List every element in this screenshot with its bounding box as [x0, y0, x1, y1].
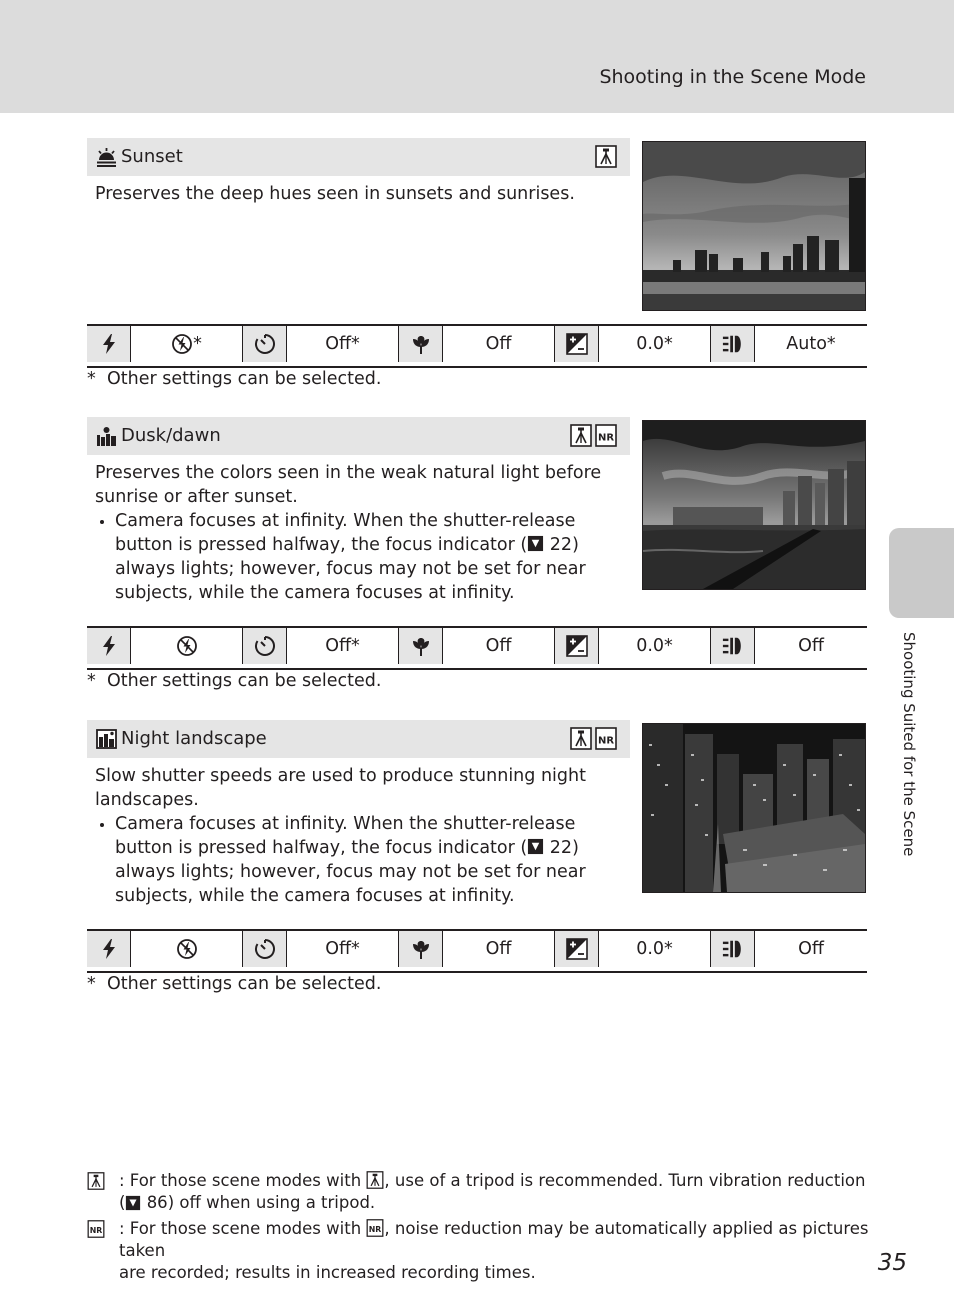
side-tab: [889, 528, 954, 618]
legend-text: are recorded; results in increased recording times.: [119, 1263, 536, 1282]
side-tab-label: Shooting Suited for the Scene: [900, 632, 918, 857]
reference-page: 86: [146, 1193, 168, 1212]
self-timer-value: Off*: [287, 628, 399, 664]
footnote-text: Other settings can be selected.: [107, 671, 382, 691]
legend-key: [87, 1220, 105, 1238]
legend-text: : For those scene modes with: [119, 1171, 367, 1190]
section-description: [95, 182, 625, 206]
flash-mode-cell: [87, 628, 131, 664]
icon-legend: [87, 1170, 877, 1284]
noise-reduction-icon: [595, 727, 617, 750]
self-timer-icon: [254, 938, 276, 960]
legend-key: [87, 1172, 105, 1190]
legend-tripod: [87, 1170, 877, 1214]
legend-text: : For those scene modes with: [119, 1219, 367, 1238]
footnote: [87, 974, 381, 994]
flash-value-cell: [131, 326, 243, 362]
self-timer-cell: [243, 628, 287, 664]
settings-table: [87, 929, 867, 973]
section-description: [95, 461, 625, 605]
bullet-item: [115, 509, 625, 605]
sunset-photo: [642, 141, 866, 311]
flash-icon: [98, 333, 120, 355]
exposure-compensation-icon: [566, 938, 588, 960]
macro-value: Off: [443, 931, 555, 967]
bullet-text: Camera focuses at infinity. When the shutter-release button is pressed halfway, the focus indicator (: [115, 511, 576, 555]
third-setting-cell: [711, 931, 755, 967]
legend-text: (: [119, 1193, 126, 1212]
flash-value-cell: [131, 628, 243, 664]
section-header: [87, 417, 630, 455]
flash-note: *: [193, 334, 202, 354]
exposure-cell: [555, 628, 599, 664]
section-sunset: [87, 138, 867, 398]
exposure-value: 0.0*: [599, 931, 711, 967]
third-setting-value: Auto*: [786, 334, 836, 354]
macro-value: Off: [443, 326, 555, 362]
self-timer-icon: [254, 333, 276, 355]
legend-text: ) off when using a tripod.: [167, 1193, 376, 1212]
flash-value-cell: [131, 931, 243, 967]
section-header: [87, 720, 630, 758]
section-badges: [570, 424, 617, 447]
page-header: [0, 0, 954, 113]
bullet-list: [95, 509, 625, 605]
flash-icon: [98, 938, 120, 960]
reference-icon: [527, 838, 544, 855]
section-title: Night landscape: [121, 728, 267, 749]
settings-table: [87, 324, 867, 368]
noise-reduction-icon: [87, 1220, 105, 1238]
section-description: [95, 764, 625, 908]
section-dusk-dawn: [87, 417, 867, 702]
section-header: [87, 138, 630, 176]
macro-icon: [410, 333, 432, 355]
tripod-icon: [595, 145, 617, 168]
macro-value: Off: [443, 628, 555, 664]
flash-mode-cell: [87, 326, 131, 362]
section-badges: [595, 145, 617, 168]
self-timer-value: Off*: [287, 326, 399, 362]
third-setting-value: Off: [798, 939, 824, 959]
exposure-cell: [555, 326, 599, 362]
footnote-marker: *: [87, 974, 96, 994]
macro-icon: [410, 635, 432, 657]
footnote: [87, 671, 381, 691]
flash-icon: [98, 635, 120, 657]
flash-off-icon: [176, 938, 198, 960]
description-text: Preserves the colors seen in the weak natural light before sunrise or after sunset.: [95, 463, 602, 507]
reference-icon: [125, 1195, 141, 1211]
exposure-value: 0.0*: [599, 326, 711, 362]
macro-cell: [399, 931, 443, 967]
macro-cell: [399, 326, 443, 362]
self-timer-cell: [243, 931, 287, 967]
legend-text: , use of a tripod is recommended. Turn vibration reduction: [384, 1171, 866, 1190]
third-setting-cell: [711, 326, 755, 362]
macro-icon: [410, 938, 432, 960]
legend-text: , noise reduction may be automatically applied as pictures taken: [119, 1219, 869, 1260]
exposure-cell: [555, 931, 599, 967]
reference-page: 22: [549, 535, 573, 555]
footnote-marker: *: [87, 369, 96, 389]
section-badges: [570, 727, 617, 750]
third-setting-icon: [722, 938, 744, 960]
sunset-icon: [96, 147, 117, 167]
description-text: Slow shutter speeds are used to produce stunning night landscapes.: [95, 766, 586, 810]
noise-reduction-icon: [366, 1219, 384, 1237]
macro-cell: [399, 628, 443, 664]
description-text: Preserves the deep hues seen in sunsets and sunrises.: [95, 184, 575, 204]
section-title: Dusk/dawn: [121, 425, 221, 446]
section-title: Sunset: [121, 146, 183, 167]
footnote-text: Other settings can be selected.: [107, 974, 382, 994]
exposure-compensation-icon: [566, 635, 588, 657]
flash-off-icon: [171, 333, 193, 355]
dusk-dawn-icon: [96, 426, 117, 446]
footnote: [87, 369, 381, 389]
tripod-icon: [366, 1171, 384, 1189]
exposure-value: 0.0*: [599, 628, 711, 664]
self-timer-icon: [254, 635, 276, 657]
night-landscape-icon: [96, 729, 117, 749]
settings-table: [87, 626, 867, 670]
reference-icon: [527, 535, 544, 552]
bullet-text: ) always lights; however, focus may not be set for near subjects, while the camera focuses at infinity.: [115, 838, 586, 906]
bullet-list: [95, 812, 625, 908]
bullet-text: Camera focuses at infinity. When the shutter-release button is pressed halfway, the focus indicator (: [115, 814, 576, 858]
self-timer-cell: [243, 326, 287, 362]
bullet-item: [115, 812, 625, 908]
self-timer-value: Off*: [287, 931, 399, 967]
tripod-icon: [570, 424, 592, 447]
flash-mode-cell: [87, 931, 131, 967]
header-title: Shooting in the Scene Mode: [599, 66, 866, 88]
footnote-marker: *: [87, 671, 96, 691]
third-setting-value: Off: [798, 636, 824, 656]
noise-reduction-icon: [595, 424, 617, 447]
third-setting-icon: [722, 333, 744, 355]
night-landscape-photo: [642, 723, 866, 893]
page-number: 35: [877, 1250, 907, 1276]
flash-off-icon: [176, 635, 198, 657]
reference-page: 22: [549, 838, 573, 858]
footnote-text: Other settings can be selected.: [107, 369, 382, 389]
third-setting-icon: [722, 635, 744, 657]
exposure-compensation-icon: [566, 333, 588, 355]
dusk-dawn-photo: [642, 420, 866, 590]
bullet-text: ) always lights; however, focus may not be set for near subjects, while the camera focuses at infinity.: [115, 535, 586, 603]
legend-noise-reduction: [87, 1218, 877, 1284]
tripod-icon: [87, 1172, 105, 1190]
tripod-icon: [570, 727, 592, 750]
section-night-landscape: [87, 720, 867, 1005]
third-setting-cell: [711, 628, 755, 664]
